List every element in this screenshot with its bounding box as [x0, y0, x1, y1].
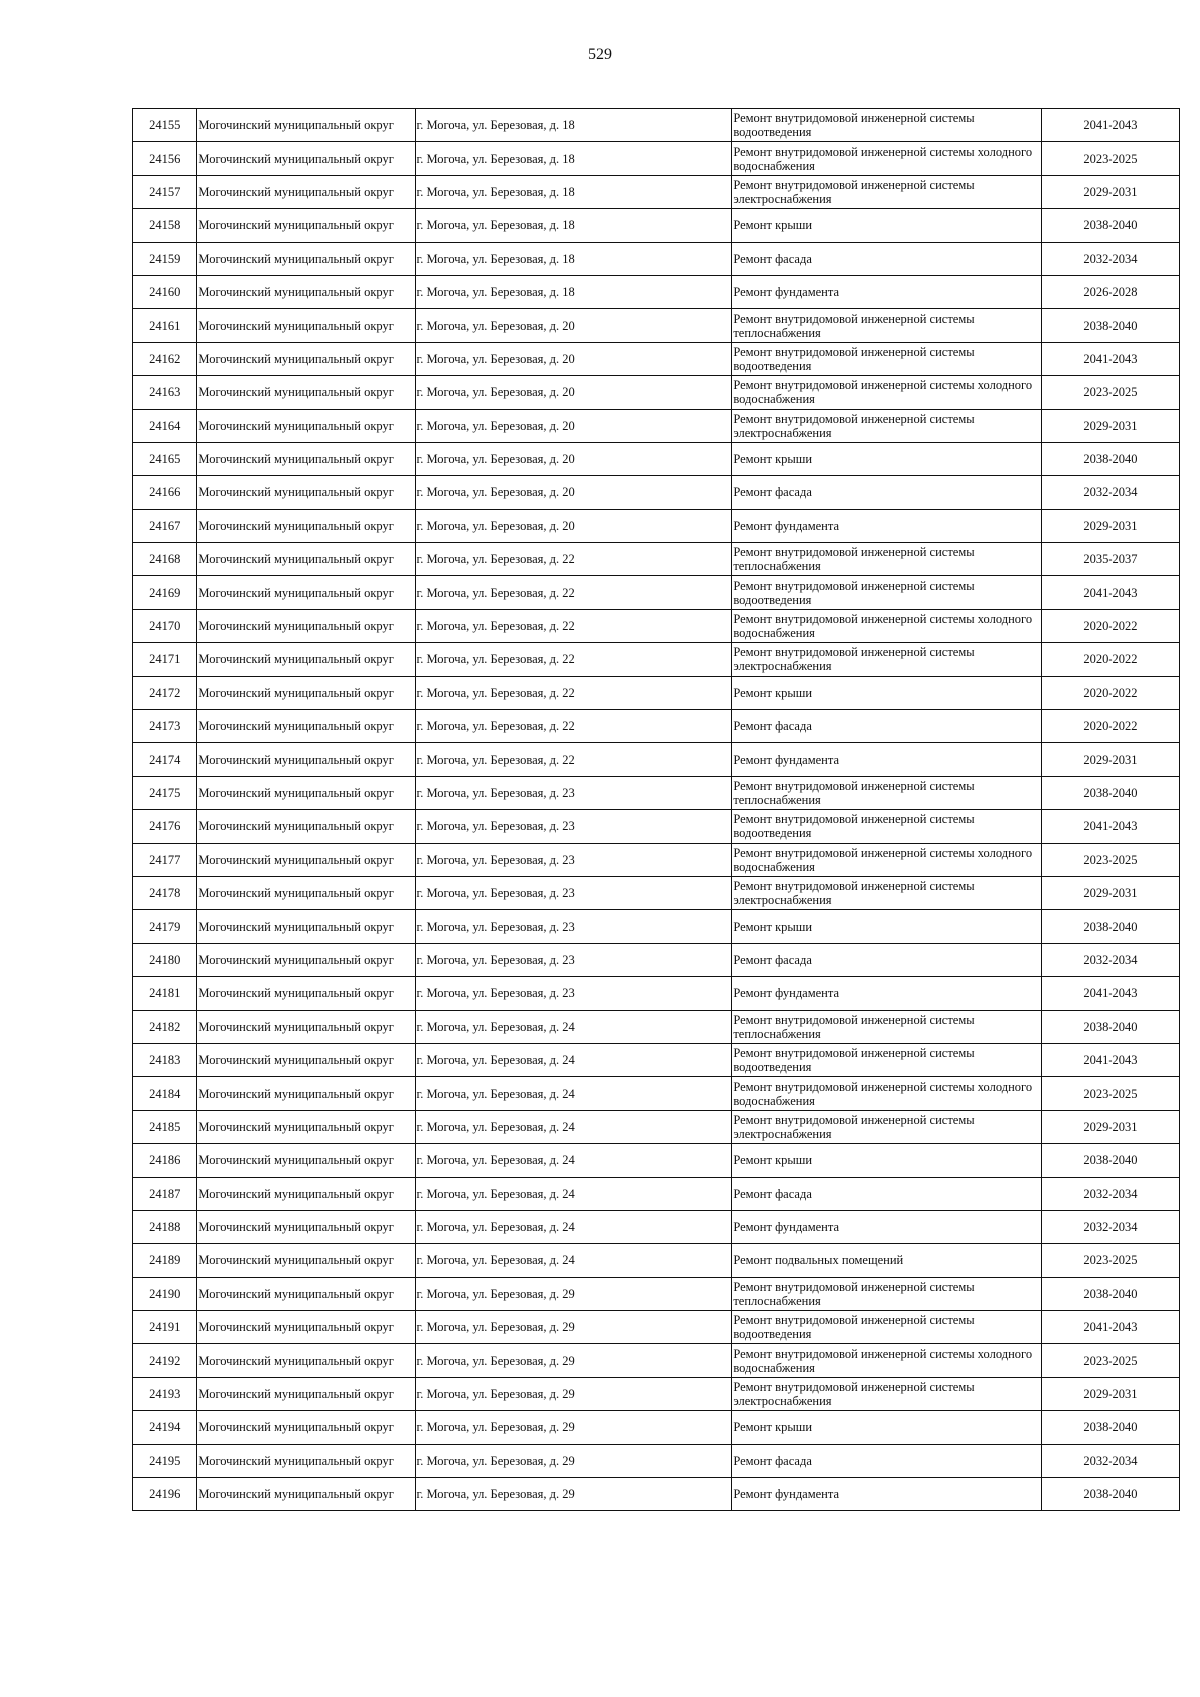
period-cell: 2029-2031	[1041, 509, 1179, 542]
row-number-cell: 24156	[133, 142, 197, 175]
address-cell: г. Могоча, ул. Березовая, д. 29	[415, 1377, 732, 1410]
row-number-cell: 24195	[133, 1444, 197, 1477]
address-cell: г. Могоча, ул. Березовая, д. 23	[415, 843, 732, 876]
table-row	[133, 710, 1180, 743]
period-cell: 2023-2025	[1041, 142, 1179, 175]
municipality-cell: Могочинский муниципальный округ	[197, 209, 415, 242]
period-cell: 2029-2031	[1041, 1110, 1179, 1143]
row-number-cell: 24171	[133, 643, 197, 676]
address-cell: г. Могоча, ул. Березовая, д. 18	[415, 209, 732, 242]
municipality-cell: Могочинский муниципальный округ	[197, 910, 415, 943]
table-row	[133, 1244, 1180, 1277]
address-cell: г. Могоча, ул. Березовая, д. 24	[415, 1244, 732, 1277]
row-number-cell: 24196	[133, 1478, 197, 1511]
period-cell: 2038-2040	[1041, 910, 1179, 943]
work-type-cell: Ремонт внутридомовой инженерной системы теплоснабжения	[732, 1277, 1042, 1310]
address-cell: г. Могоча, ул. Березовая, д. 18	[415, 109, 732, 142]
table-row	[133, 609, 1180, 642]
municipality-cell: Могочинский муниципальный округ	[197, 710, 415, 743]
municipality-cell: Могочинский муниципальный округ	[197, 643, 415, 676]
table-row	[133, 342, 1180, 375]
address-cell: г. Могоча, ул. Березовая, д. 20	[415, 509, 732, 542]
period-cell: 2023-2025	[1041, 1244, 1179, 1277]
address-cell: г. Могоча, ул. Березовая, д. 29	[415, 1444, 732, 1477]
work-type-cell: Ремонт внутридомовой инженерной системы теплоснабжения	[732, 776, 1042, 809]
row-number-cell: 24191	[133, 1311, 197, 1344]
address-cell: г. Могоча, ул. Березовая, д. 24	[415, 1010, 732, 1043]
municipality-cell: Могочинский муниципальный округ	[197, 843, 415, 876]
address-cell: г. Могоча, ул. Березовая, д. 29	[415, 1344, 732, 1377]
table-row	[133, 1077, 1180, 1110]
row-number-cell: 24187	[133, 1177, 197, 1210]
municipality-cell: Могочинский муниципальный округ	[197, 1077, 415, 1110]
period-cell: 2029-2031	[1041, 743, 1179, 776]
table-row	[133, 1010, 1180, 1043]
municipality-cell: Могочинский муниципальный округ	[197, 1377, 415, 1410]
work-type-cell: Ремонт фасада	[732, 1177, 1042, 1210]
table-row	[133, 1411, 1180, 1444]
table-row	[133, 209, 1180, 242]
municipality-cell: Могочинский муниципальный округ	[197, 175, 415, 208]
work-type-cell: Ремонт фасада	[732, 710, 1042, 743]
address-cell: г. Могоча, ул. Березовая, д. 24	[415, 1144, 732, 1177]
municipality-cell: Могочинский муниципальный округ	[197, 943, 415, 976]
municipality-cell: Могочинский муниципальный округ	[197, 1244, 415, 1277]
municipality-cell: Могочинский муниципальный округ	[197, 376, 415, 409]
address-cell: г. Могоча, ул. Березовая, д. 23	[415, 776, 732, 809]
table-row	[133, 743, 1180, 776]
row-number-cell: 24163	[133, 376, 197, 409]
address-cell: г. Могоча, ул. Березовая, д. 24	[415, 1177, 732, 1210]
table-row	[133, 643, 1180, 676]
table-row	[133, 1444, 1180, 1477]
municipality-cell: Могочинский муниципальный округ	[197, 576, 415, 609]
table-row	[133, 1277, 1180, 1310]
work-type-cell: Ремонт фасада	[732, 476, 1042, 509]
address-cell: г. Могоча, ул. Березовая, д. 22	[415, 743, 732, 776]
work-type-cell: Ремонт внутридомовой инженерной системы электроснабжения	[732, 175, 1042, 208]
table-row	[133, 1110, 1180, 1143]
period-cell: 2041-2043	[1041, 810, 1179, 843]
municipality-cell: Могочинский муниципальный округ	[197, 876, 415, 909]
period-cell: 2020-2022	[1041, 676, 1179, 709]
table-row	[133, 943, 1180, 976]
address-cell: г. Могоча, ул. Березовая, д. 29	[415, 1311, 732, 1344]
table-row	[133, 843, 1180, 876]
address-cell: г. Могоча, ул. Березовая, д. 20	[415, 376, 732, 409]
table-row	[133, 309, 1180, 342]
period-cell: 2038-2040	[1041, 1411, 1179, 1444]
period-cell: 2029-2031	[1041, 876, 1179, 909]
work-type-cell: Ремонт внутридомовой инженерной системы водоотведения	[732, 810, 1042, 843]
address-cell: г. Могоча, ул. Березовая, д. 23	[415, 943, 732, 976]
repair-schedule-table	[132, 108, 1180, 1511]
row-number-cell: 24180	[133, 943, 197, 976]
row-number-cell: 24183	[133, 1043, 197, 1076]
municipality-cell: Могочинский муниципальный округ	[197, 109, 415, 142]
period-cell: 2032-2034	[1041, 1210, 1179, 1243]
table-row	[133, 409, 1180, 442]
row-number-cell: 24188	[133, 1210, 197, 1243]
address-cell: г. Могоча, ул. Березовая, д. 23	[415, 876, 732, 909]
work-type-cell: Ремонт внутридомовой инженерной системы холодного водоснабжения	[732, 142, 1042, 175]
table-row	[133, 1311, 1180, 1344]
municipality-cell: Могочинский муниципальный округ	[197, 743, 415, 776]
work-type-cell: Ремонт внутридомовой инженерной системы теплоснабжения	[732, 309, 1042, 342]
row-number-cell: 24175	[133, 776, 197, 809]
table-row	[133, 810, 1180, 843]
municipality-cell: Могочинский муниципальный округ	[197, 509, 415, 542]
row-number-cell: 24176	[133, 810, 197, 843]
row-number-cell: 24164	[133, 409, 197, 442]
municipality-cell: Могочинский муниципальный округ	[197, 543, 415, 576]
address-cell: г. Могоча, ул. Березовая, д. 22	[415, 543, 732, 576]
municipality-cell: Могочинский муниципальный округ	[197, 1411, 415, 1444]
address-cell: г. Могоча, ул. Березовая, д. 29	[415, 1478, 732, 1511]
address-cell: г. Могоча, ул. Березовая, д. 20	[415, 342, 732, 375]
row-number-cell: 24186	[133, 1144, 197, 1177]
address-cell: г. Могоча, ул. Березовая, д. 24	[415, 1210, 732, 1243]
work-type-cell: Ремонт внутридомовой инженерной системы водоотведения	[732, 1311, 1042, 1344]
row-number-cell: 24182	[133, 1010, 197, 1043]
municipality-cell: Могочинский муниципальный округ	[197, 1210, 415, 1243]
work-type-cell: Ремонт внутридомовой инженерной системы электроснабжения	[732, 409, 1042, 442]
row-number-cell: 24162	[133, 342, 197, 375]
period-cell: 2029-2031	[1041, 175, 1179, 208]
municipality-cell: Могочинский муниципальный округ	[197, 977, 415, 1010]
table-row	[133, 676, 1180, 709]
address-cell: г. Могоча, ул. Березовая, д. 23	[415, 810, 732, 843]
table-row	[133, 1144, 1180, 1177]
municipality-cell: Могочинский муниципальный округ	[197, 1043, 415, 1076]
period-cell: 2041-2043	[1041, 1311, 1179, 1344]
row-number-cell: 24168	[133, 543, 197, 576]
address-cell: г. Могоча, ул. Березовая, д. 23	[415, 977, 732, 1010]
work-type-cell: Ремонт внутридомовой инженерной системы холодного водоснабжения	[732, 609, 1042, 642]
period-cell: 2038-2040	[1041, 209, 1179, 242]
table-row	[133, 109, 1180, 142]
period-cell: 2041-2043	[1041, 342, 1179, 375]
period-cell: 2029-2031	[1041, 1377, 1179, 1410]
table-row	[133, 442, 1180, 475]
municipality-cell: Могочинский муниципальный округ	[197, 1177, 415, 1210]
row-number-cell: 24170	[133, 609, 197, 642]
row-number-cell: 24190	[133, 1277, 197, 1310]
period-cell: 2035-2037	[1041, 543, 1179, 576]
period-cell: 2026-2028	[1041, 275, 1179, 308]
work-type-cell: Ремонт фундамента	[732, 509, 1042, 542]
work-type-cell: Ремонт крыши	[732, 1144, 1042, 1177]
work-type-cell: Ремонт внутридомовой инженерной системы холодного водоснабжения	[732, 1077, 1042, 1110]
municipality-cell: Могочинский муниципальный округ	[197, 1478, 415, 1511]
row-number-cell: 24159	[133, 242, 197, 275]
period-cell: 2020-2022	[1041, 609, 1179, 642]
table-row	[133, 509, 1180, 542]
address-cell: г. Могоча, ул. Березовая, д. 20	[415, 409, 732, 442]
address-cell: г. Могоча, ул. Березовая, д. 24	[415, 1077, 732, 1110]
work-type-cell: Ремонт внутридомовой инженерной системы электроснабжения	[732, 1377, 1042, 1410]
row-number-cell: 24194	[133, 1411, 197, 1444]
municipality-cell: Могочинский муниципальный округ	[197, 242, 415, 275]
period-cell: 2029-2031	[1041, 409, 1179, 442]
address-cell: г. Могоча, ул. Березовая, д. 24	[415, 1043, 732, 1076]
period-cell: 2041-2043	[1041, 1043, 1179, 1076]
work-type-cell: Ремонт фундамента	[732, 743, 1042, 776]
work-type-cell: Ремонт внутридомовой инженерной системы электроснабжения	[732, 643, 1042, 676]
work-type-cell: Ремонт фундамента	[732, 275, 1042, 308]
table-row	[133, 1344, 1180, 1377]
row-number-cell: 24155	[133, 109, 197, 142]
municipality-cell: Могочинский муниципальный округ	[197, 309, 415, 342]
row-number-cell: 24165	[133, 442, 197, 475]
period-cell: 2038-2040	[1041, 1478, 1179, 1511]
row-number-cell: 24181	[133, 977, 197, 1010]
work-type-cell: Ремонт крыши	[732, 910, 1042, 943]
municipality-cell: Могочинский муниципальный округ	[197, 1144, 415, 1177]
row-number-cell: 24172	[133, 676, 197, 709]
address-cell: г. Могоча, ул. Березовая, д. 18	[415, 242, 732, 275]
period-cell: 2038-2040	[1041, 309, 1179, 342]
table-row	[133, 242, 1180, 275]
row-number-cell: 24157	[133, 175, 197, 208]
period-cell: 2041-2043	[1041, 109, 1179, 142]
row-number-cell: 24166	[133, 476, 197, 509]
table-row	[133, 576, 1180, 609]
work-type-cell: Ремонт внутридомовой инженерной системы водоотведения	[732, 109, 1042, 142]
table-row	[133, 1210, 1180, 1243]
table-row	[133, 977, 1180, 1010]
municipality-cell: Могочинский муниципальный округ	[197, 1277, 415, 1310]
period-cell: 2041-2043	[1041, 977, 1179, 1010]
work-type-cell: Ремонт фундамента	[732, 977, 1042, 1010]
work-type-cell: Ремонт внутридомовой инженерной системы водоотведения	[732, 342, 1042, 375]
municipality-cell: Могочинский муниципальный округ	[197, 1110, 415, 1143]
row-number-cell: 24160	[133, 275, 197, 308]
address-cell: г. Могоча, ул. Березовая, д. 18	[415, 142, 732, 175]
table-row	[133, 376, 1180, 409]
address-cell: г. Могоча, ул. Березовая, д. 22	[415, 576, 732, 609]
row-number-cell: 24178	[133, 876, 197, 909]
municipality-cell: Могочинский муниципальный округ	[197, 1444, 415, 1477]
row-number-cell: 24185	[133, 1110, 197, 1143]
table-row	[133, 910, 1180, 943]
address-cell: г. Могоча, ул. Березовая, д. 18	[415, 175, 732, 208]
work-type-cell: Ремонт внутридомовой инженерной системы водоотведения	[732, 1043, 1042, 1076]
municipality-cell: Могочинский муниципальный округ	[197, 275, 415, 308]
work-type-cell: Ремонт внутридомовой инженерной системы электроснабжения	[732, 876, 1042, 909]
work-type-cell: Ремонт внутридомовой инженерной системы холодного водоснабжения	[732, 1344, 1042, 1377]
address-cell: г. Могоча, ул. Березовая, д. 20	[415, 442, 732, 475]
address-cell: г. Могоча, ул. Березовая, д. 22	[415, 710, 732, 743]
address-cell: г. Могоча, ул. Березовая, д. 22	[415, 643, 732, 676]
period-cell: 2032-2034	[1041, 242, 1179, 275]
page-number: 529	[588, 46, 612, 63]
row-number-cell: 24177	[133, 843, 197, 876]
work-type-cell: Ремонт внутридомовой инженерной системы теплоснабжения	[732, 1010, 1042, 1043]
row-number-cell: 24161	[133, 309, 197, 342]
table-row	[133, 175, 1180, 208]
work-type-cell: Ремонт крыши	[732, 209, 1042, 242]
work-type-cell: Ремонт внутридомовой инженерной системы водоотведения	[732, 576, 1042, 609]
municipality-cell: Могочинский муниципальный округ	[197, 776, 415, 809]
table-row	[133, 1478, 1180, 1511]
work-type-cell: Ремонт внутридомовой инженерной системы холодного водоснабжения	[732, 843, 1042, 876]
work-type-cell: Ремонт подвальных помещений	[732, 1244, 1042, 1277]
period-cell: 2020-2022	[1041, 710, 1179, 743]
work-type-cell: Ремонт фасада	[732, 943, 1042, 976]
period-cell: 2023-2025	[1041, 1344, 1179, 1377]
row-number-cell: 24173	[133, 710, 197, 743]
row-number-cell: 24167	[133, 509, 197, 542]
row-number-cell: 24189	[133, 1244, 197, 1277]
municipality-cell: Могочинский муниципальный округ	[197, 476, 415, 509]
period-cell: 2038-2040	[1041, 1010, 1179, 1043]
municipality-cell: Могочинский муниципальный округ	[197, 810, 415, 843]
period-cell: 2020-2022	[1041, 643, 1179, 676]
municipality-cell: Могочинский муниципальный округ	[197, 1311, 415, 1344]
period-cell: 2038-2040	[1041, 1277, 1179, 1310]
table-row	[133, 476, 1180, 509]
period-cell: 2023-2025	[1041, 1077, 1179, 1110]
work-type-cell: Ремонт фасада	[732, 1444, 1042, 1477]
table-row	[133, 1377, 1180, 1410]
period-cell: 2038-2040	[1041, 442, 1179, 475]
work-type-cell: Ремонт фундамента	[732, 1478, 1042, 1511]
municipality-cell: Могочинский муниципальный округ	[197, 1344, 415, 1377]
period-cell: 2038-2040	[1041, 1144, 1179, 1177]
table-row	[133, 543, 1180, 576]
period-cell: 2023-2025	[1041, 843, 1179, 876]
municipality-cell: Могочинский муниципальный округ	[197, 1010, 415, 1043]
address-cell: г. Могоча, ул. Березовая, д. 29	[415, 1277, 732, 1310]
row-number-cell: 24184	[133, 1077, 197, 1110]
table-row	[133, 1177, 1180, 1210]
municipality-cell: Могочинский муниципальный округ	[197, 609, 415, 642]
work-type-cell: Ремонт фасада	[732, 242, 1042, 275]
period-cell: 2032-2034	[1041, 943, 1179, 976]
municipality-cell: Могочинский муниципальный округ	[197, 142, 415, 175]
period-cell: 2032-2034	[1041, 476, 1179, 509]
municipality-cell: Могочинский муниципальный округ	[197, 409, 415, 442]
row-number-cell: 24179	[133, 910, 197, 943]
row-number-cell: 24169	[133, 576, 197, 609]
municipality-cell: Могочинский муниципальный округ	[197, 676, 415, 709]
row-number-cell: 24193	[133, 1377, 197, 1410]
address-cell: г. Могоча, ул. Березовая, д. 24	[415, 1110, 732, 1143]
table-row	[133, 876, 1180, 909]
address-cell: г. Могоча, ул. Березовая, д. 20	[415, 476, 732, 509]
work-type-cell: Ремонт внутридомовой инженерной системы электроснабжения	[732, 1110, 1042, 1143]
work-type-cell: Ремонт крыши	[732, 1411, 1042, 1444]
table-row	[133, 1043, 1180, 1076]
municipality-cell: Могочинский муниципальный округ	[197, 342, 415, 375]
address-cell: г. Могоча, ул. Березовая, д. 20	[415, 309, 732, 342]
municipality-cell: Могочинский муниципальный округ	[197, 442, 415, 475]
address-cell: г. Могоча, ул. Березовая, д. 22	[415, 609, 732, 642]
period-cell: 2038-2040	[1041, 776, 1179, 809]
work-type-cell: Ремонт крыши	[732, 676, 1042, 709]
table-body	[133, 109, 1180, 1511]
period-cell: 2023-2025	[1041, 376, 1179, 409]
work-type-cell: Ремонт внутридомовой инженерной системы холодного водоснабжения	[732, 376, 1042, 409]
period-cell: 2032-2034	[1041, 1444, 1179, 1477]
address-cell: г. Могоча, ул. Березовая, д. 18	[415, 275, 732, 308]
table-row	[133, 776, 1180, 809]
row-number-cell: 24192	[133, 1344, 197, 1377]
work-type-cell: Ремонт внутридомовой инженерной системы теплоснабжения	[732, 543, 1042, 576]
work-type-cell: Ремонт крыши	[732, 442, 1042, 475]
address-cell: г. Могоча, ул. Березовая, д. 23	[415, 910, 732, 943]
row-number-cell: 24158	[133, 209, 197, 242]
address-cell: г. Могоча, ул. Березовая, д. 22	[415, 676, 732, 709]
table-row	[133, 275, 1180, 308]
work-type-cell: Ремонт фундамента	[732, 1210, 1042, 1243]
period-cell: 2041-2043	[1041, 576, 1179, 609]
row-number-cell: 24174	[133, 743, 197, 776]
address-cell: г. Могоча, ул. Березовая, д. 29	[415, 1411, 732, 1444]
table-row	[133, 142, 1180, 175]
period-cell: 2032-2034	[1041, 1177, 1179, 1210]
